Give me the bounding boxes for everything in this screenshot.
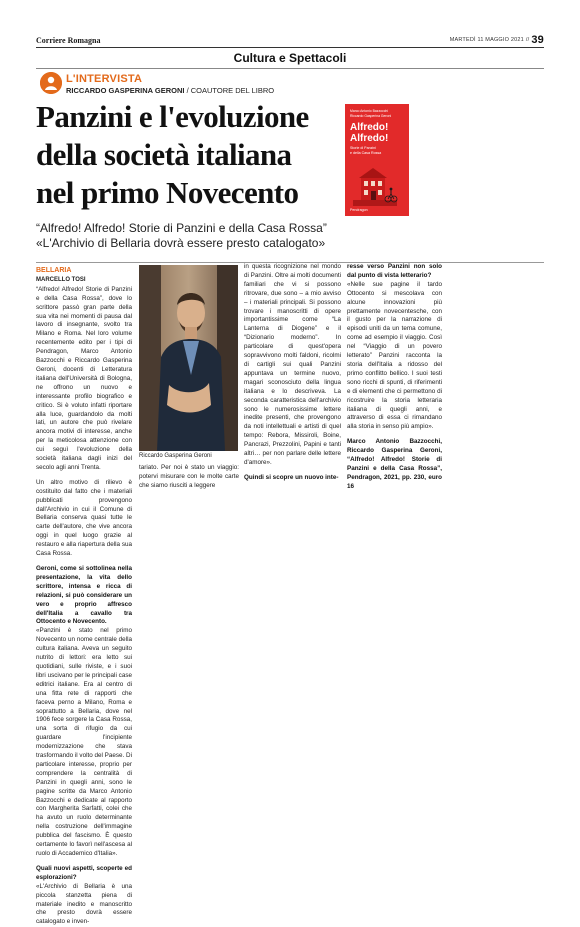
byline-role: COAUTORE DEL LIBRO [190,86,275,95]
book-author: Marco Antonio Bazzocchi [350,109,389,113]
byline-separator: / [186,86,189,95]
book-authors [350,109,391,118]
masthead [36,34,544,46]
author-photo [139,265,238,451]
article-column-3 [244,263,341,483]
paragraph: tariato. Per noi è stato un viaggio: potervi misurare con le molte carte che siamo riusciti a leggere [139,464,239,489]
article-column-4 [347,263,442,492]
headline-line: Panzini e l'evoluzione [36,99,309,134]
book-title [350,122,388,144]
article-column-1 [36,267,132,927]
book-author: Riccardo Gasperina Geroni [350,113,392,118]
byline [66,86,274,95]
section-rule [36,68,544,69]
subhead-line: «L'Archivio di Bellaria dovrà essere presto catalogato» [36,236,326,250]
book-subtitle [350,146,381,155]
interview-question: Geroni, come si sottolinea nella presentazione, la vita dello scrittore, intensa e ricca di relazioni, si può considerare un vero e proprio affresco dell'Italia a cavallo tra Ottocento e Novecento. [36,565,132,626]
book-subtitle-line: Storie di Panzini [350,146,376,150]
headline-line: della società italiana [36,137,292,172]
interview-question: resse verso Panzini non solo dal punto di vista letterario? [347,263,442,279]
book-cover [345,104,409,216]
paragraph: “Alfredo! Alfredo! Storie di Panzini e della Casa Rossa”, dove lo scrittore passò gran parte della sua vita nei momenti di pausa dal lavoro di insegnante, svolto tra Milano e Roma. Nel loro volume recentemente edito per i tipi di Pendragon, Marco Antonio Bazzocchi e Riccardo Gasperina Geroni, docenti di Letteratura italiana dell'Università di Bologna, ne offrono un nuovo e interessante profilo biografico e critico. Si è voluto infatti riportare alla luce, guardandolo da molti lati, un autore che può rivelare ancora motivi di interesse, anche per la meticolosa attenzione con cui seguì l'evoluzione della società italiana dagli inizi del secolo agli anni Trenta. [36,285,132,471]
book-title-line: Alfredo! [350,122,389,133]
article-author: MARCELLO TOSI [36,276,86,283]
paper-name: Corriere Romagna [36,35,101,45]
book-publisher: Pendragon [350,208,368,212]
interview-question: Quali nuovi aspetti, scoperte ed esplorazioni? [36,864,132,881]
headline-line: nel primo Novecento [36,175,299,210]
dateline-place: BELLARIA [36,267,72,274]
masthead-rule [36,47,544,48]
kicker: L'INTERVISTA [66,73,143,85]
paragraph: in questa ricognizione nel mondo di Panzini. Oltre ai molti documenti familiari che vi si possono ritrovare, due sono – a mio avviso – i materiali principali. Si possono trovare i manoscritti di opere importantissime come “La Lanterna di Diogene” e il “Dizionario moderno”. In particolare di quest'opera sopravvivono molti faldoni, ricolmi di cartigli sui quali Panzini appuntava un termine nuovo, magari sconosciuto della lingua italiana e lo descriveva. La seconda caratteristica dell'archivio sono le numerosissime lettere inedite presenti, che provengono da noti intellettuali e artisti di quel tempo: Rebora, Missiroli, Boine, Pancrazi, Prezzolini, Papini e tanti altri… per non parlare delle lettere d'amore». [244,263,341,466]
interview-answer: «Nelle sue pagine il tardo Ottocento si mescolava con alcune innovazioni più prettamente novecentesche, con il gusto per la narrazione di episodi uniti da un tema comune, come ad esempio il viaggio. Così nel “Viaggio di un povero letterato” Panzini racconta la storia dell'Italia a ridosso del primo conflitto bellico. I suoi testi sono ricchi di spunti, di riferimenti e di elementi che ci permettono di ricostruire la storia letteraria italiana di quegli anni, e attraverso di essa ci rimandano alla storia in senso più ampio». [347,280,442,431]
date-text: MARTEDÌ 11 MAGGIO 2021 [449,37,524,43]
interview-answer: «L'Archivio di Bellaria è una piccola stanzetta piena di materiale inedito e manoscritto che presto dovrà essere catalogato e inven- [36,882,132,926]
red-house-illustration [353,162,397,206]
interview-answer: «Panzini è stato nel primo Novecento un nome centrale della cultura italiana. Aveva un seguito nutrito di lettori: era letto sui quotidiani, sulle riviste, e i suoi libri uscivano per le principali case editrici italiane. Era al centro di una fitta rete di rapporti che faceva perno a Milano, Roma e soprattutto a Bellaria, dove nel 1906 fece sorgere la Casa Rossa, una sorta di rifugio da cui guardare l'incipiente modernizzazione che stava trasformando il volto del Paese. Di particolare interesse, proprio per comprendere la centralità di Panzini in quegli anni, sono le pagine scritte da Marco Antonio Bazzocchi e dedicate al rapporto con Margherita Sarfatti, colei che ha avuto un ruolo determinante nella costruzione dell'immagine pubblica del fascismo. È questo certamente lo favorì nell'ascesa al ruolo di Accademico d'Italia». [36,627,132,857]
book-credits: Marco Antonio Bazzocchi, Riccardo Gasperina Geroni, “Alfredo! Alfredo! Storie di Panzini e della Casa Rossa”, Pendragon, 2021, pp. 230, euro 16 [347,438,442,490]
date-separator: // [525,37,530,43]
paragraph: Un altro motivo di rilievo è costituito dal fatto che i materiali pubblicati provengono dall'Archivio in cui il Comune di Bellaria conserva quasi tutte le carte dell'autore, che vive ancora oggi in quel luogo grazie al restauro e alla riapertura della sua Casa Rossa. [36,478,132,558]
headline [36,98,341,212]
article-column-2 [139,464,239,491]
issue-date [450,34,544,46]
book-subtitle-line: e della Casa Rossa [350,150,382,155]
subhead-line: “Alfredo! Alfredo! Storie di Panzini e della Casa Rossa” [36,221,327,235]
byline-name: RICCARDO GASPERINA GERONI [66,86,185,95]
subhead [36,221,556,251]
interview-question: Quindi si scopre un nuovo inte- [244,473,339,481]
book-title-line: Alfredo! [350,133,389,144]
photo-caption: Riccardo Gasperina Geroni [139,453,212,459]
page-number: 39 [531,34,544,46]
section-title: Cultura e Spettacoli [233,51,347,65]
interview-badge-icon [40,72,62,94]
